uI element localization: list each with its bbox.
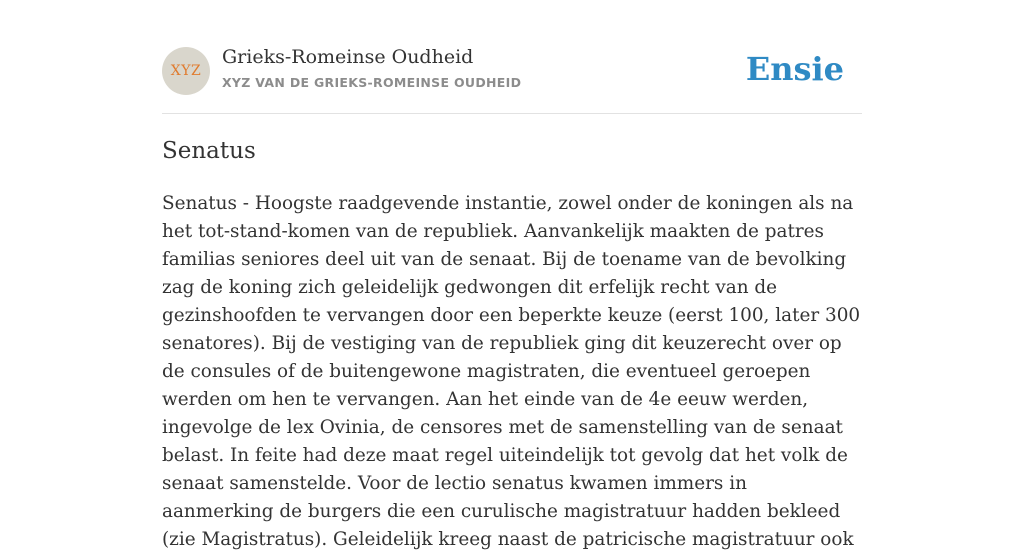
entry-title: Senatus [162, 138, 256, 164]
avatar[interactable] [162, 47, 210, 95]
header-divider [162, 113, 862, 114]
entry-body: Senatus - Hoogste raadgevende instantie, zowel onder de koningen als na het tot-stand-komen van de republiek. Aanvankelijk maakten de patres familias seniores deel uit van de senaat. Bij de toename van de bevolking zag de koning zich geleidelijk gedwongen dit erfelijk recht van de gezinshoofden te vervangen door een beperkte keuze (eerst 100, later 300 senatores). Bij de vestiging van de republiek ging dit keuzerecht over op de consules of de buitengewone magistraten, die eventueel geroepen werden om hen te vervangen. Aan het einde van de 4e eeuw werden, ingevolge de lex Ovinia, de censores met de samenstelling van de senaat belast. In feite had deze maat regel uiteindelijk tot gevolg dat het volk de senaat samenstelde. Voor de lectio senatus kwamen immers in aanmerking de burgers die een curulische magistratuur hadden bekleed (zie Magistratus). Geleidelijk kreeg naast de patricische magistratuur ook [162, 193, 861, 550]
source-title-link[interactable]: Grieks-Romeinse Oudheid [222, 46, 474, 68]
source-subtitle: XYZ VAN DE GRIEKS-ROMEINSE OUDHEID [222, 75, 522, 90]
ensie-logo-link[interactable]: Ensie [745, 50, 844, 88]
source-header [162, 46, 862, 96]
avatar-text: XYZ [170, 63, 202, 79]
